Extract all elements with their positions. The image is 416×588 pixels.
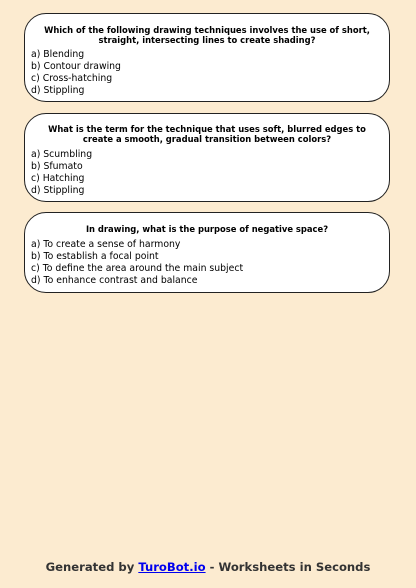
turobot-link[interactable]: TuroBot.io <box>138 560 206 574</box>
option-a: a) To create a sense of harmony <box>31 239 181 250</box>
option-d: d) Stippling <box>31 185 85 196</box>
option-a: a) Blending <box>31 49 85 60</box>
question-text: What is the term for the technique that uses soft, blurred edges to create a smooth, gradual transition between colors? <box>48 124 366 144</box>
footer <box>0 560 416 574</box>
option-c: c) Hatching <box>31 173 85 184</box>
footer-prefix: Generated by <box>45 560 139 574</box>
question-card-1 <box>24 13 390 102</box>
footer-suffix: - Worksheets in Seconds <box>205 560 371 574</box>
options-list <box>31 239 243 287</box>
option-b: b) Sfumato <box>31 161 83 172</box>
options-list <box>31 49 121 97</box>
question-text: Which of the following drawing techniques involves the use of short, straight, intersecting lines to create shading? <box>44 25 370 45</box>
option-c: c) Cross-hatching <box>31 73 113 84</box>
option-c: c) To define the area around the main subject <box>31 263 244 274</box>
option-b: b) To establish a focal point <box>31 251 159 262</box>
option-d: d) To enhance contrast and balance <box>31 275 198 286</box>
option-d: d) Stippling <box>31 85 85 96</box>
option-a: a) Scumbling <box>31 149 93 160</box>
question-card-2 <box>24 113 390 202</box>
options-list <box>31 149 92 197</box>
option-b: b) Contour drawing <box>31 61 121 72</box>
question-card-3 <box>24 212 390 293</box>
question-text: In drawing, what is the purpose of negative space? <box>85 224 329 234</box>
